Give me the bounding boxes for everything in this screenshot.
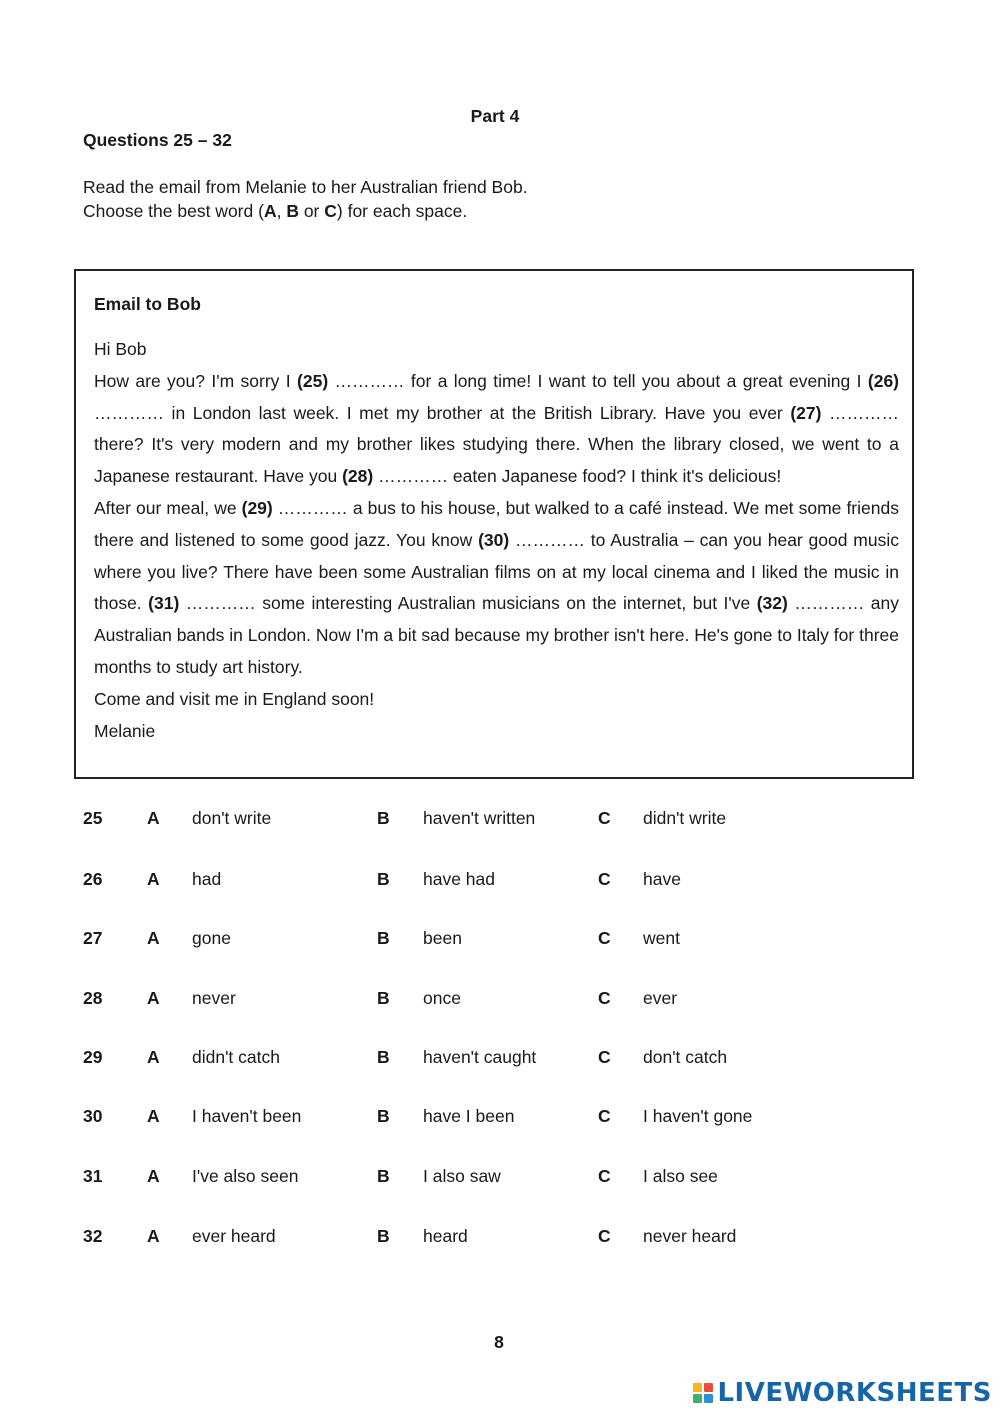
option-letter-a: A xyxy=(147,928,160,948)
question-row-26 xyxy=(0,869,1000,893)
option-b[interactable]: have had xyxy=(423,869,496,889)
option-letter-c: C xyxy=(598,1166,611,1186)
option-b[interactable]: haven't caught xyxy=(423,1047,537,1067)
question-row-30 xyxy=(0,1106,1000,1130)
option-c[interactable]: I haven't gone xyxy=(643,1106,753,1126)
question-number: 31 xyxy=(83,1166,103,1186)
option-c[interactable]: didn't write xyxy=(643,808,727,828)
question-row-32 xyxy=(0,1226,1000,1250)
option-b[interactable]: once xyxy=(423,988,461,1008)
question-row-28 xyxy=(0,988,1000,1012)
email-title: Email to Bob xyxy=(94,294,201,314)
email-paragraph-1 xyxy=(94,366,899,493)
email-text-run: ………… in London last week. I met my brother at the British Library. Have you ever xyxy=(94,402,791,423)
option-b[interactable]: have I been xyxy=(423,1106,515,1126)
logo-square xyxy=(704,1383,713,1392)
email-greeting: Hi Bob xyxy=(94,339,147,359)
email-text-run: ………… for a long time! I want to tell you about a great evening I xyxy=(328,370,868,391)
option-letter-c: C xyxy=(598,869,611,889)
email-text-run: How are you? I'm sorry I xyxy=(94,370,298,391)
instruction-letter-a: A xyxy=(263,201,277,221)
liveworksheets-logo xyxy=(693,1378,992,1408)
question-number: 30 xyxy=(83,1106,103,1126)
email-text-run: ………… to Australia – can you hear good music where you live? There have been some Australian films on at my local cinema and I liked the music in those. xyxy=(94,529,899,614)
email-text-run: ………… a bus to his house, but walked to a café instead. We met some friends there and listened to some good jazz. You know xyxy=(94,497,899,550)
instruction-text: Choose the best word ( xyxy=(83,201,264,221)
instruction-text: , xyxy=(276,201,287,221)
option-b[interactable]: been xyxy=(423,928,462,948)
question-number: 26 xyxy=(83,869,103,889)
option-letter-a: A xyxy=(147,988,160,1008)
gap-31: (31) xyxy=(148,593,180,614)
option-a[interactable]: I've also seen xyxy=(192,1166,299,1186)
option-letter-c: C xyxy=(598,928,611,948)
option-letter-b: B xyxy=(377,1166,390,1186)
option-a[interactable]: never xyxy=(192,988,236,1008)
option-letter-b: B xyxy=(377,988,390,1008)
option-letter-b: B xyxy=(377,1226,390,1246)
option-letter-c: C xyxy=(598,808,611,828)
instruction-text: ) for each space. xyxy=(336,201,468,221)
email-paragraph-2 xyxy=(94,493,899,684)
email-body xyxy=(94,334,899,747)
email-text-run: ………… there? It's very modern and my brother likes studying there. When the library closed, we went to a Japanese restaurant. Have you xyxy=(94,402,899,487)
option-c[interactable]: don't catch xyxy=(643,1047,728,1067)
option-b[interactable]: I also saw xyxy=(423,1166,501,1186)
gap-32: (32) xyxy=(756,593,788,614)
instruction-letter-b: B xyxy=(286,201,299,221)
option-a[interactable]: I haven't been xyxy=(192,1106,302,1126)
instruction-text: or xyxy=(298,201,325,221)
email-text-run: After our meal, we xyxy=(94,497,242,518)
question-number: 25 xyxy=(83,808,103,828)
gap-26: (26) xyxy=(867,370,900,391)
option-c[interactable]: never heard xyxy=(643,1226,737,1246)
option-letter-a: A xyxy=(147,1106,160,1126)
option-letter-b: B xyxy=(377,1106,390,1126)
instruction-line-1: Read the email from Melanie to her Australian friend Bob. xyxy=(83,177,528,197)
question-row-31 xyxy=(0,1166,1000,1190)
option-c[interactable]: ever xyxy=(643,988,678,1008)
option-c[interactable]: have xyxy=(643,869,681,889)
logo-mark-icon xyxy=(693,1383,713,1403)
gap-28: (28) xyxy=(342,466,374,487)
option-letter-a: A xyxy=(147,1166,160,1186)
logo-square xyxy=(693,1394,702,1403)
questions-range: Questions 25 – 32 xyxy=(83,130,232,150)
question-number: 29 xyxy=(83,1047,103,1067)
email-text-run: ………… some interesting Australian musicians on the internet, but I've xyxy=(179,593,757,614)
option-letter-a: A xyxy=(147,1226,160,1246)
gap-25: (25) xyxy=(297,370,329,391)
email-box xyxy=(74,269,914,779)
option-letter-c: C xyxy=(598,1106,611,1126)
option-b[interactable]: heard xyxy=(423,1226,468,1246)
gap-29: (29) xyxy=(241,497,273,518)
option-letter-c: C xyxy=(598,988,611,1008)
option-letter-a: A xyxy=(147,1047,160,1067)
instruction-letter-c: C xyxy=(324,201,337,221)
logo-square xyxy=(704,1394,713,1403)
option-c[interactable]: went xyxy=(643,928,680,948)
option-letter-c: C xyxy=(598,1047,611,1067)
option-a[interactable]: had xyxy=(192,869,222,889)
gap-30: (30) xyxy=(478,529,510,550)
question-number: 32 xyxy=(83,1226,103,1246)
option-b[interactable]: haven't written xyxy=(423,808,536,828)
option-letter-b: B xyxy=(377,1047,390,1067)
option-c[interactable]: I also see xyxy=(643,1166,718,1186)
email-closing: Come and visit me in England soon! xyxy=(94,688,375,709)
question-row-27 xyxy=(0,928,1000,952)
gap-27: (27) xyxy=(790,402,822,423)
page-number: 8 xyxy=(494,1332,504,1352)
part-title: Part 4 xyxy=(470,106,520,126)
question-row-29 xyxy=(0,1047,1000,1071)
option-letter-b: B xyxy=(377,869,390,889)
option-letter-c: C xyxy=(598,1226,611,1246)
logo-square xyxy=(693,1383,702,1392)
option-a[interactable]: didn't catch xyxy=(192,1047,280,1067)
question-row-25 xyxy=(0,808,1000,832)
email-text-run: ………… any Australian bands in London. Now I'm a bit sad because my brother isn't here. He's gone to Italy for three months to study art history. xyxy=(94,593,899,677)
logo-text: LIVEWORKSHEETS xyxy=(717,1378,992,1408)
email-text-run: ………… eaten Japanese food? I think it's delicious! xyxy=(373,466,782,487)
question-number: 27 xyxy=(83,928,103,948)
email-signature: Melanie xyxy=(94,720,156,741)
option-letter-a: A xyxy=(147,808,160,828)
option-a[interactable]: ever heard xyxy=(192,1226,276,1246)
instruction-line-2 xyxy=(83,201,467,222)
option-a[interactable]: gone xyxy=(192,928,231,948)
option-letter-b: B xyxy=(377,808,390,828)
option-a[interactable]: don't write xyxy=(192,808,272,828)
option-letter-b: B xyxy=(377,928,390,948)
question-number: 28 xyxy=(83,988,103,1008)
option-letter-a: A xyxy=(147,869,160,889)
